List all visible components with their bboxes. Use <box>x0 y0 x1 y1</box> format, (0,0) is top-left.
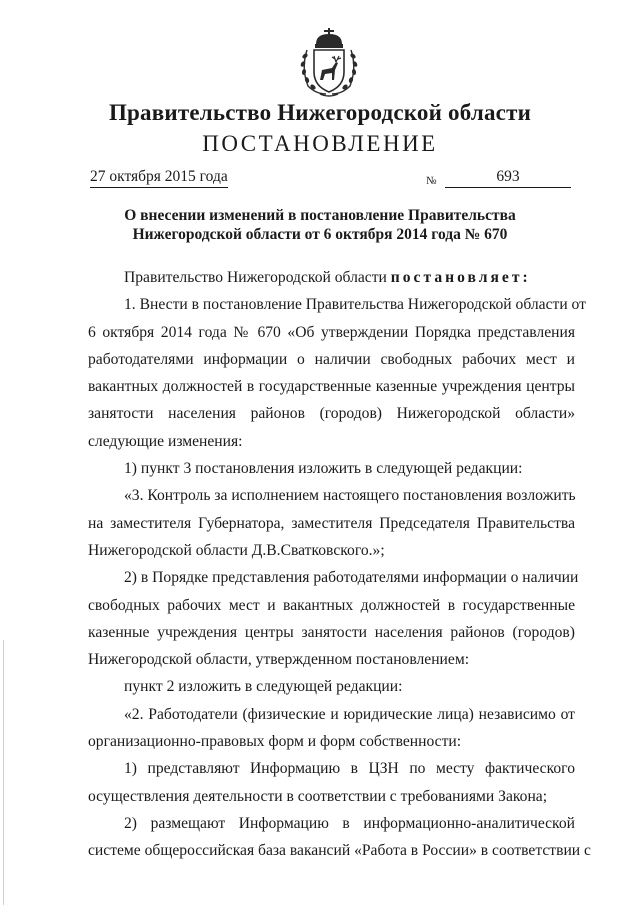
body-line: организационно-правовых форм и форм собственности: <box>88 733 462 751</box>
paragraph-8 <box>88 810 591 865</box>
body-line: Нижегородской области, утвержденном постановлением: <box>88 651 470 669</box>
paragraph-2 <box>88 455 575 482</box>
body-line: 1) пункт 3 постановления изложить в следующей редакции: <box>124 460 523 478</box>
body-line: «2. Работодатели (физические и юридические лица) независимо от <box>124 705 575 723</box>
paragraph-5 <box>88 673 575 700</box>
document-number <box>445 168 571 186</box>
paragraph-6 <box>88 701 575 756</box>
preamble-verb: постановляет: <box>390 269 531 286</box>
document-subject <box>0 206 640 244</box>
body-line: Нижегородской области Д.В.Сватковского.»; <box>88 541 385 559</box>
subject-line: О внесении изменений в постановление Правительства <box>124 207 516 224</box>
body-line: пункт 2 изложить в следующей редакции: <box>124 678 403 696</box>
body-line: 2) в Порядке представления работодателями информации о наличии <box>124 569 579 587</box>
body-line: «3. Контроль за исполнением настоящего постановления возложить <box>124 487 576 505</box>
body-line: работодателями информации о наличии свободных рабочих мест и <box>88 350 575 368</box>
body-line: 6 октября 2014 года № 670 «Об утверждении Порядка представления <box>88 323 575 341</box>
body-line: системе общероссийская база вакансий «Работа в России» в соответствии с <box>88 842 591 860</box>
subject-line: Нижегородской области от 6 октября 2014 года № 670 <box>132 226 508 243</box>
body-line: осуществления деятельности в соответствии с требованиями Закона; <box>88 787 548 805</box>
body-line: 2) размещают Информацию в информационно-аналитической <box>124 814 575 832</box>
body-line: вакантных должностей в государственные казенные учреждения центры <box>88 378 575 396</box>
document-type: ПОСТАНОВЛЕНИЕ <box>202 131 438 156</box>
body-line: казенные учреждения центры занятости населения районов (городов) <box>88 623 575 641</box>
paragraph-3 <box>88 482 575 564</box>
body-line: 1. Внести в постановление Правительства Нижегородской области от <box>124 296 586 314</box>
document-date <box>90 168 228 186</box>
body-line: занятости населения районов (городов) Нижегородской области» <box>88 405 575 423</box>
body-line: свободных рабочих мест и вакантных должностей в государственные <box>88 596 575 614</box>
body-line: на заместителя Губернатора, заместителя Председателя Правительства <box>88 514 575 532</box>
number-underline <box>445 187 571 188</box>
body-line: 1) представляют Информацию в ЦЗН по месту фактического <box>124 760 575 778</box>
paragraph-1 <box>88 291 586 455</box>
body-line <box>88 264 575 291</box>
coat-of-arms-icon <box>298 28 360 98</box>
scan-edge-line <box>3 640 4 905</box>
paragraph-7 <box>88 755 575 810</box>
paragraph-4 <box>88 564 579 673</box>
date-underline <box>90 187 228 188</box>
preamble <box>88 264 575 291</box>
number-text: 693 <box>496 168 520 185</box>
body-line: следующие изменения: <box>88 432 243 450</box>
date-text: 27 октября 2015 года <box>90 168 228 185</box>
preamble-text: Правительство Нижегородской области <box>124 269 391 286</box>
government-title: Правительство Нижегородской области <box>108 100 532 125</box>
number-sign: № <box>426 175 437 187</box>
document-body <box>88 264 591 865</box>
